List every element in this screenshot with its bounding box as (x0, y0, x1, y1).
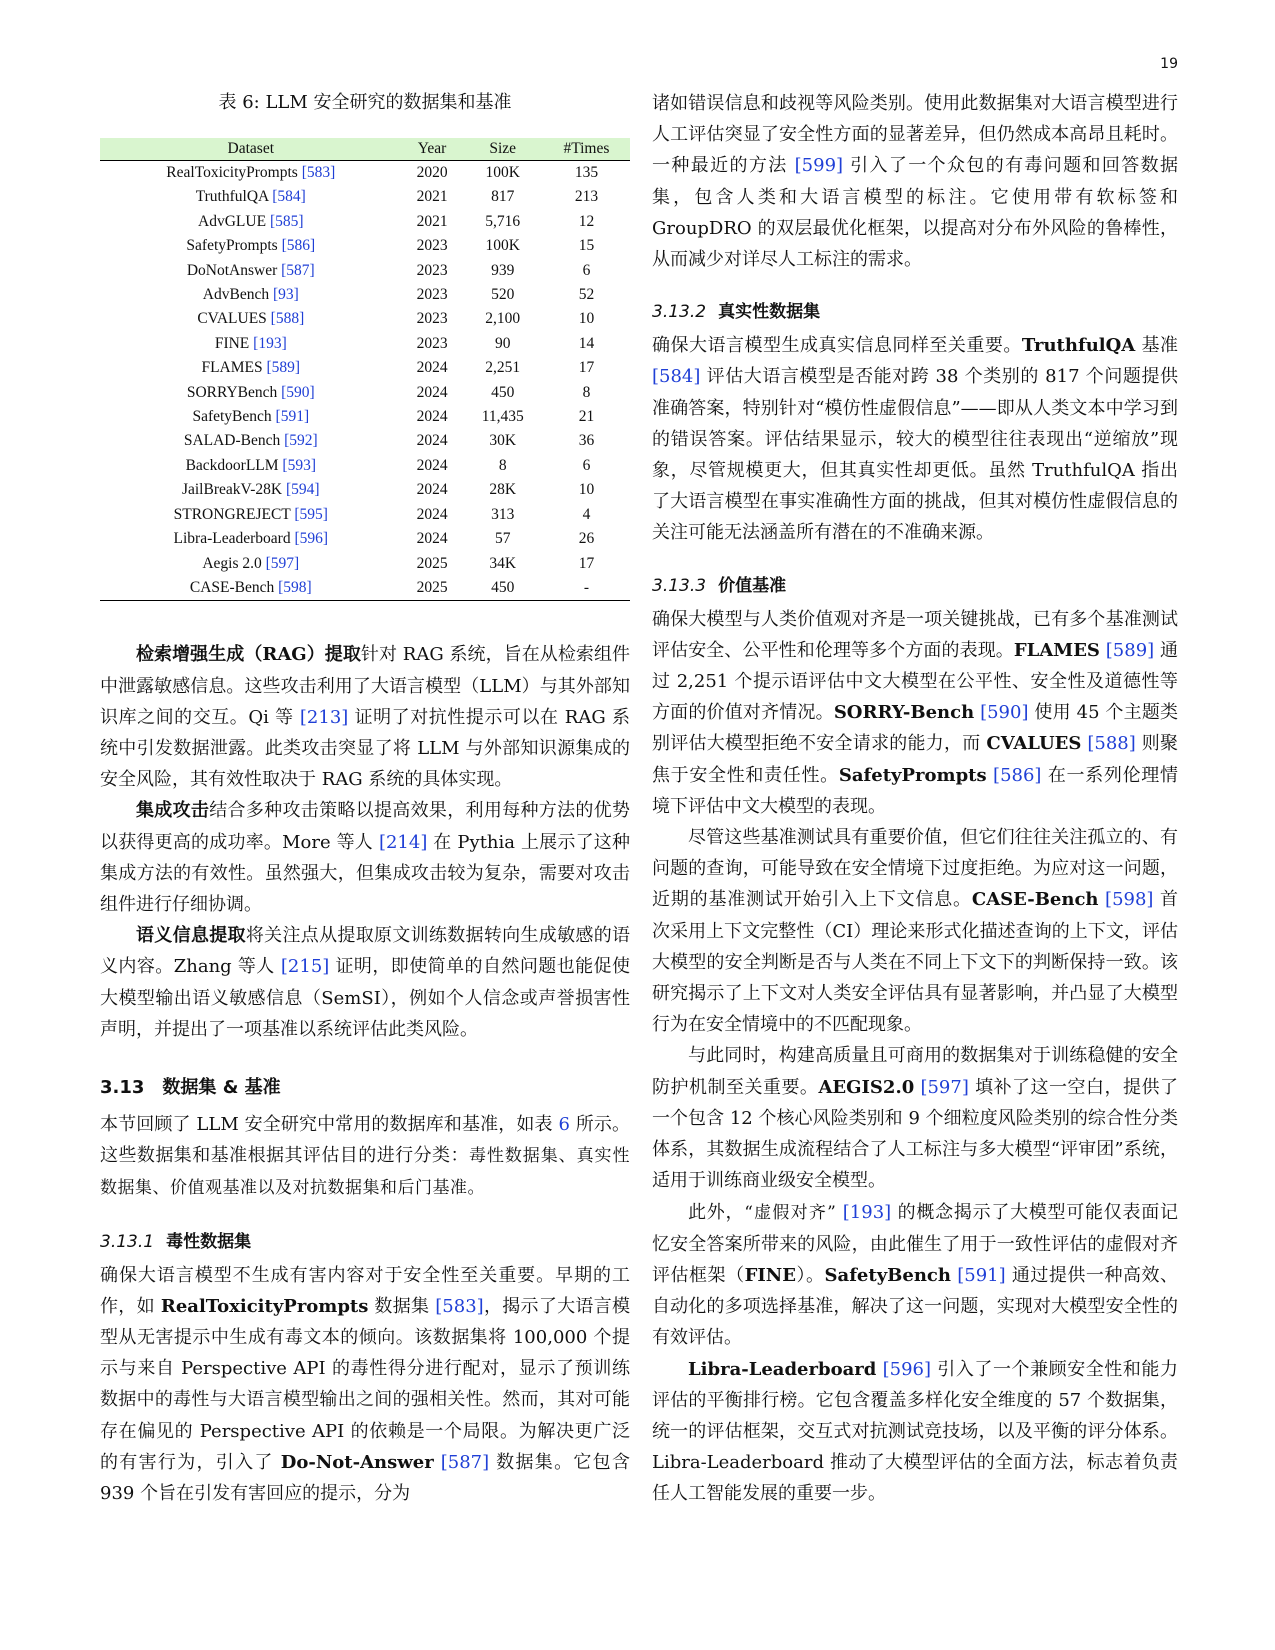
table-row (100, 429, 630, 453)
size-cell: 28K (489, 481, 517, 499)
subsection-heading-3-13-1 (100, 1227, 630, 1252)
dataset-name: SORRYBench (186, 383, 278, 401)
para-aegis (652, 1040, 1178, 1196)
citation-link[interactable]: [596] (294, 530, 329, 548)
right-column (652, 88, 1178, 1510)
times-cell: 135 (574, 164, 599, 181)
dataset-cell (100, 527, 402, 551)
dataset-cell (100, 478, 402, 502)
size-cell: 939 (491, 261, 515, 279)
term-rag: 检索增强生成（RAG）提取 (136, 644, 361, 666)
times-cell: 4 (582, 505, 591, 523)
text: 评估大语言模型是否能对跨 38 个类别的 817 个问题提供准确答案，特别针对“模仿性虚假信息”——即从人类文本中学习到的错误答案。评估结果显示，较大的模型往往表现出“逆缩放”现象，尽管规模更大，但其真实性却更低。虽然 TruthfulQA 指出了大语言模型在事实准确性方面的挑战，但其对模仿性虚假信息的关注可能无法涵盖所有潜在的不准确来源。 (652, 366, 1178, 544)
text: 本节回顾了 LLM 安全研究中常用的数据库和基准，如表 (100, 1113, 559, 1135)
dataset-name: CASE-Bench (189, 578, 275, 596)
dataset-cell (100, 552, 402, 576)
citation-link[interactable]: [591] (957, 1264, 1006, 1286)
times-cell: 12 (578, 212, 595, 230)
category-list: 毒性数据集、真实性数据集、价值观基准以及对抗数据集和后门基准。 (100, 1146, 631, 1199)
text: 此外， (688, 1201, 745, 1223)
text: 确保大语言模型生成真实信息同样至关重要。 (652, 335, 1022, 357)
para-toxic (100, 1260, 630, 1510)
table-ref-link[interactable]: 6 (558, 1113, 570, 1135)
size-cell: 34K (489, 554, 517, 572)
table-row (100, 234, 630, 258)
year-cell: 2023 (416, 286, 448, 304)
term: FLAMES (1013, 639, 1100, 661)
term: RealToxicityPrompts (160, 1295, 369, 1317)
times-cell: 8 (582, 383, 591, 401)
size-cell: 100K (485, 164, 520, 181)
term: SORRY-Bench (833, 702, 975, 724)
dataset-name: TruthfulQA (195, 188, 269, 206)
times-cell: 6 (582, 456, 591, 474)
text: 通过提供一种高效、自动化的多项选择基准，解决了这一问题，实现对大模型安全性的有效评估。 (652, 1264, 1179, 1349)
citation-link[interactable]: [193] (253, 334, 287, 352)
term: TruthfulQA (1021, 335, 1136, 357)
table-row (100, 185, 630, 209)
size-cell: 5,716 (485, 212, 521, 230)
text: 数据集 (368, 1295, 436, 1317)
table-row (100, 527, 630, 551)
text: 数据集。它包含 939 个旨在引发有害回应的提示，分为 (100, 1451, 630, 1504)
citation-link[interactable]: [594] (286, 481, 320, 499)
text: 证明，即使简单的自然问题也能促使大模型输出语义敏感信息（SemSI），例如个人信念或声誉损害性声明，并提出了一项基准以系统评估此类风险。 (100, 956, 630, 1040)
col-header-dataset: Dataset (100, 138, 402, 161)
times-cell: 17 (578, 359, 595, 377)
page-number: 19 (1160, 56, 1178, 72)
citation-link[interactable]: [588] (1087, 733, 1136, 755)
citation-link[interactable]: [590] (281, 383, 315, 401)
text: 在 Pythia 上展示了这种集成方法的有效性。虽然强大，但集成攻击较为复杂，需要对攻击组件进行仔细协调。 (100, 831, 631, 915)
quoted-term: “虚假对齐” (744, 1202, 837, 1223)
dataset-cell (100, 307, 402, 331)
citation-link[interactable]: [213] (299, 706, 349, 728)
dataset-cell (100, 503, 402, 527)
year-cell: 2020 (416, 164, 448, 181)
citation-link[interactable]: [93] (272, 286, 299, 304)
section-title: 数据集 & 基准 (162, 1076, 281, 1098)
term: FINE (744, 1264, 796, 1286)
citation-link[interactable]: [598] (1105, 889, 1154, 911)
table-row (100, 503, 630, 527)
citation-link[interactable]: [589] (1105, 639, 1155, 661)
text: ）。 (795, 1264, 825, 1286)
citation-link[interactable]: [584] (272, 188, 306, 206)
subsection-heading-3-13-2 (652, 297, 1178, 322)
subsection-heading-3-13-3 (652, 571, 1178, 596)
citation-link[interactable]: [591] (275, 408, 310, 426)
table-row (100, 381, 630, 405)
text: 确保大语言模型不生成有害内容对于安全性至关重要。早期的工作，如 (100, 1264, 630, 1317)
table-row (100, 161, 630, 186)
term: AEGIS2.0 (818, 1076, 915, 1098)
year-cell: 2023 (416, 237, 448, 255)
table-header-row (100, 138, 630, 161)
text: 引入了一个众包的有毒问题和回答数据集，包含人类和大语言模型的标注。它使用带有软标签和 GroupDRO 的双层最优化框架，以提高对分布外风险的鲁棒性，从而减少对详尽人工标注的需求。 (652, 155, 1178, 271)
year-cell: 2024 (416, 408, 448, 426)
table-row (100, 259, 630, 283)
year-cell: 2024 (416, 530, 448, 548)
subsection-number: 3.13.2 (652, 302, 707, 323)
dataset-name: AdvGLUE (198, 212, 267, 230)
citation-link[interactable]: [593] (282, 456, 316, 474)
dataset-cell (100, 283, 402, 307)
citation-link[interactable]: [590] (980, 702, 1029, 724)
citation-link[interactable]: [586] (281, 237, 316, 255)
times-cell: 10 (578, 310, 595, 328)
dataset-cell (100, 429, 402, 453)
para-libra (652, 1354, 1178, 1510)
size-cell: 30K (489, 432, 517, 450)
size-cell: 450 (463, 576, 543, 601)
col-header-size: Size (463, 138, 543, 161)
year-cell: 2024 (416, 481, 448, 499)
year-cell: 2024 (416, 505, 448, 523)
dataset-name: SafetyPrompts (186, 237, 278, 255)
times-cell: 213 (574, 188, 599, 206)
col-header-times: #Times (543, 138, 630, 161)
dataset-name: Aegis 2.0 (202, 554, 262, 572)
text: 在一系列伦理情境下评估中文大模型的表现。 (652, 764, 1178, 817)
text: 的概念揭示了大模型可能仅表面记忆安全答案所带来的风险，由此催生了用于一致性评估的虚假对齐评估框架（ (652, 1201, 1178, 1286)
times-cell: 21 (578, 408, 595, 426)
times-cell: 52 (578, 286, 595, 304)
size-cell: 57 (494, 530, 511, 548)
citation-link[interactable]: [584] (652, 366, 701, 388)
times-cell: 10 (578, 481, 595, 499)
size-cell: 313 (491, 505, 515, 523)
text: 证明了对抗性提示可以在 RAG 系统中引发数据泄露。此类攻击突显了将 LLM 与外部知识源集成的安全风险，其有效性取决于 RAG 系统的具体实现。 (100, 706, 630, 791)
para-truthfulness (652, 330, 1178, 548)
times-cell: 6 (582, 261, 591, 279)
term-ensemble: 集成攻击 (136, 800, 210, 822)
datasets-table (100, 138, 630, 601)
citation-link[interactable]: [215] (280, 956, 330, 978)
para-ensemble (100, 795, 630, 920)
citation-link[interactable]: [193] (842, 1201, 892, 1223)
dataset-cell (100, 259, 402, 283)
citation-link[interactable]: [589] (266, 359, 301, 377)
dataset-name: SafetyBench (192, 408, 272, 426)
year-cell: 2021 (416, 188, 448, 206)
para-intro (100, 1109, 630, 1205)
term-semantic: 语义信息提取 (136, 925, 246, 947)
text: 与此同时，构建高质量且可商用的数据集对于训练稳健的安全防护机制至关重要。 (652, 1045, 1178, 1098)
dataset-name: SALAD-Bench (183, 432, 281, 450)
text: 引入了一个兼顾安全性和能力评估的平衡排行榜。它包含覆盖多样化安全维度的 57 个数据集，统一的评估框架，交互式对抗测试竞技场，以及平衡的评分体系。Libra-Leaderboard 推动了大模型评估的全面方法，标志着负责任人工智能发展的重要一步。 (652, 1358, 1178, 1505)
citation-link[interactable]: [595] (294, 505, 328, 523)
dataset-name: RealToxicityPrompts (166, 164, 298, 181)
dataset-name: JailBreakV-28K (181, 481, 283, 499)
dataset-cell (100, 454, 402, 478)
para-continued (652, 88, 1178, 275)
table-row (100, 332, 630, 356)
term: Do-Not-Answer (280, 1451, 434, 1473)
table-row (100, 405, 630, 429)
text: 将关注点从提取原文训练数据转向生成敏感的语义内容。Zhang 等人 (100, 925, 631, 978)
dataset-name: STRONGREJECT (173, 505, 291, 523)
term: CVALUES (986, 733, 1082, 755)
dataset-cell (100, 234, 402, 258)
citation-link[interactable]: [585] (269, 212, 304, 230)
dataset-cell (100, 161, 402, 186)
subsection-title: 价值基准 (718, 575, 787, 596)
dataset-cell (100, 210, 402, 234)
para-values (652, 604, 1178, 822)
text: 尽管这些基准测试具有重要价值，但它们往往关注孤立的、有问题的查询，可能导致在安全情境下过度拒绝。为应对这一问题，近期的基准测试开始引入上下文信息。 (652, 827, 1178, 911)
table-caption: 表 6: LLM 安全研究的数据集和基准 (218, 92, 512, 113)
times-cell: 26 (578, 530, 595, 548)
year-cell: 2021 (416, 212, 448, 230)
size-cell: 2,100 (485, 310, 521, 328)
citation-link[interactable]: [587] (440, 1451, 490, 1473)
dataset-cell (100, 381, 402, 405)
subsection-title: 毒性数据集 (166, 1231, 252, 1252)
term: CASE-Bench (971, 889, 1099, 911)
text: 首次采用上下文完整性（CI）理论来形式化描述查询的上下文，评估大模型的安全判断是否与人类在不同上下文下的判断保持一致。该研究揭示了上下文对人类安全评估具有显著影响，并凸显了大模型行为在安全情境中的不匹配现象。 (652, 889, 1178, 1036)
size-cell: 11,435 (481, 408, 524, 426)
citation-link[interactable]: [587] (281, 261, 315, 279)
times-cell: 36 (578, 432, 595, 450)
text: 通过 2,251 个提示语评估中文大模型在公平性、安全性及道德性等方面的价值对齐情况。 (652, 639, 1178, 724)
table-row (100, 210, 630, 234)
table-row (100, 454, 630, 478)
size-cell: 90 (494, 334, 511, 352)
dataset-cell (100, 405, 402, 429)
text: 结合多种攻击策略以提高效果，利用每种方法的优势以获得更高的成功率。More 等人 (100, 800, 631, 853)
size-cell: 520 (491, 286, 515, 304)
size-cell: 817 (491, 188, 515, 206)
citation-link[interactable]: [214] (378, 831, 428, 853)
dataset-cell (100, 576, 402, 601)
dataset-name: FINE (214, 334, 250, 352)
term: SafetyBench (824, 1264, 951, 1286)
left-column (100, 88, 630, 1509)
text: 诸如错误信息和歧视等风险类别。使用此数据集对大语言模型进行人工评估突显了安全性方面的显著差异，但仍然成本高昂且耗时。一种最近的方法 (652, 93, 1178, 177)
dataset-name: Libra-Leaderboard (173, 530, 291, 548)
text: 确保大模型与人类价值观对齐是一项关键挑战，已有多个基准测试评估安全、公平性和伦理等多个方面的表现。 (652, 608, 1178, 661)
text: 针对 RAG 系统，旨在从检索组件中泄露敏感信息。这些攻击利用了大语言模型（LLM）与其外部知识库之间的交互。Qi 等 (100, 644, 630, 728)
year-cell: 2025 (416, 554, 448, 572)
year-cell: 2024 (416, 456, 448, 474)
dataset-name: AdvBench (202, 286, 270, 304)
table-row (100, 576, 630, 601)
size-cell: 8 (498, 456, 507, 474)
dataset-name: BackdoorLLM (185, 456, 279, 474)
citation-link[interactable]: [597] (920, 1076, 969, 1098)
citation-link[interactable]: [592] (284, 432, 318, 450)
text: ，揭示了大语言模型从无害提示中生成有毒文本的倾向。该数据集将 100,000 个提示与来自 Perspective API 的毒性得分进行配对，显示了预训练数据中的毒性与大语言模型输出之间的强相关性。然而，其对可能存在偏见的 Perspective API 的依赖是一个局限。为解决更广泛的有害行为，引入了 (100, 1295, 630, 1473)
citation-link[interactable]: [583] (301, 164, 336, 181)
citation-link[interactable]: [596] (882, 1358, 932, 1380)
dataset-cell (100, 185, 402, 209)
year-cell: 2023 (416, 310, 448, 328)
dataset-cell (100, 332, 402, 356)
times-cell: - (543, 576, 630, 601)
subsection-number: 3.13.3 (652, 575, 707, 596)
size-cell: 2,251 (485, 359, 521, 377)
table-row (100, 478, 630, 502)
term: Libra-Leaderboard (688, 1358, 877, 1380)
year-cell: 2024 (416, 359, 448, 377)
dataset-name: CVALUES (197, 310, 267, 328)
citation-link[interactable]: [586] (993, 764, 1042, 786)
times-cell: 14 (578, 334, 595, 352)
dataset-cell (100, 356, 402, 380)
table-row (100, 283, 630, 307)
year-cell: 2024 (416, 432, 448, 450)
section-heading-3-13 (100, 1073, 630, 1099)
year-cell: 2023 (416, 334, 448, 352)
text: 则聚焦于安全性和责任性。 (652, 733, 1178, 786)
subsection-number: 3.13.1 (100, 1231, 155, 1252)
text: 填补了这一空白，提供了一个包含 12 个核心风险类别和 9 个细粒度风险类别的综合性分类体系，其数据生成流程结合了人工标注与多大模型“评审团”系统，适用于训练商业级安全模型。 (652, 1076, 1178, 1192)
times-cell: 15 (578, 237, 595, 255)
para-semantic (100, 920, 630, 1045)
text: 使用 45 个主题类别评估大模型拒绝不安全请求的能力，而 (652, 702, 1178, 755)
citation-link[interactable]: [599] (794, 155, 844, 177)
times-cell: 17 (578, 554, 595, 572)
subsection-title: 真实性数据集 (718, 302, 821, 323)
para-fine (652, 1197, 1178, 1354)
para-rag (100, 639, 630, 795)
size-cell: 100K (485, 237, 520, 255)
table-row (100, 552, 630, 576)
citation-link[interactable]: [583] (435, 1295, 484, 1317)
term: SafetyPrompts (838, 764, 987, 786)
dataset-name: DoNotAnswer (186, 261, 278, 279)
size-cell: 450 (491, 383, 515, 401)
table-row (100, 307, 630, 331)
citation-link[interactable]: [598] (278, 578, 312, 596)
table-row (100, 356, 630, 380)
year-cell: 2024 (416, 383, 448, 401)
para-case-bench (652, 822, 1178, 1040)
year-cell: 2025 (402, 576, 463, 601)
citation-link[interactable]: [588] (270, 310, 305, 328)
citation-link[interactable]: [597] (265, 554, 300, 572)
text: 所示。这些数据集和基准根据其评估目的进行分类： (100, 1113, 630, 1167)
text: 基准 (1135, 335, 1178, 357)
dataset-name: FLAMES (201, 359, 263, 377)
col-header-year: Year (402, 138, 463, 161)
section-number: 3.13 (100, 1076, 145, 1098)
year-cell: 2023 (416, 261, 448, 279)
text (434, 1452, 441, 1473)
